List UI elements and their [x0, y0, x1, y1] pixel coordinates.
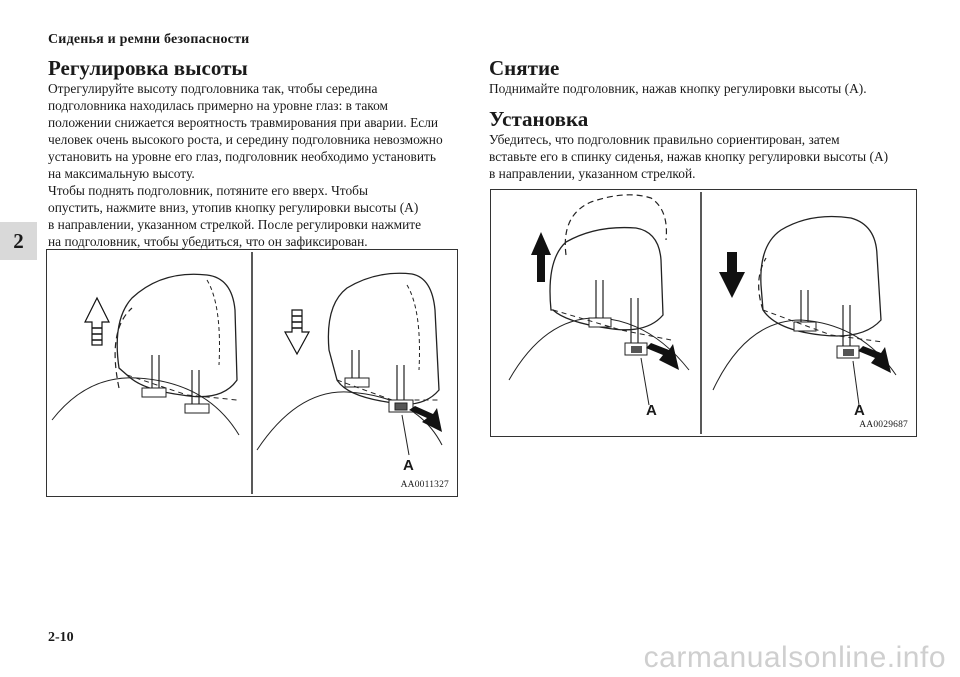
installation-text: Убедитесь, что подголовник правильно сориентирован, затем вставьте его в спинку сиденья, нажав кнопку регулировки высоты (A) в направлении, указанном стрелкой. — [489, 132, 889, 181]
height-adjustment-text: Отрегулируйте высоту подголовника так, чтобы середина подголовника находилась примерно на уровне глаз: в таком положении снижается вероятность травмирования при аварии. Если человек очень высокого роста, и середину подголовника невозможно установить на уровне его глаз, подголовник необходимо установить на максимальную высоту. Чтобы поднять подголовник, потяните его вверх. Чтобы опустить, нажмите вниз, утопив кнопку регулировки высоты (A) в направлении, указанном стрелкой. После регулировки нажмите на подголовник, чтобы убедиться, что он зафиксирован. — [48, 81, 443, 249]
running-header: Сиденья и ремни безопасности — [48, 32, 250, 47]
button-a-callout-right: A — [854, 402, 865, 419]
removal-text: Поднимайте подголовник, нажав кнопку регулировки высоты (A). — [489, 81, 867, 96]
watermark: carmanualsonline.info — [643, 641, 946, 674]
height-adjustment-heading: Регулировка высоты — [48, 56, 248, 80]
figure-code: AA0011327 — [400, 480, 449, 490]
headrest-height-figure — [46, 249, 458, 497]
headrest-height-illustration — [47, 250, 457, 496]
figure-code: AA0029687 — [859, 420, 908, 430]
removal-installation-section — [489, 56, 914, 182]
headrest-removal-figure — [490, 189, 917, 437]
button-a-callout: A — [403, 457, 414, 474]
headrest-removal-illustration — [491, 190, 916, 436]
page-number: 2-10 — [48, 630, 74, 645]
removal-heading: Снятие — [489, 56, 560, 80]
button-a-callout-left: A — [646, 402, 657, 419]
height-adjustment-section — [48, 56, 463, 250]
chapter-tab: 2 — [0, 222, 37, 260]
installation-heading: Установка — [489, 107, 589, 131]
